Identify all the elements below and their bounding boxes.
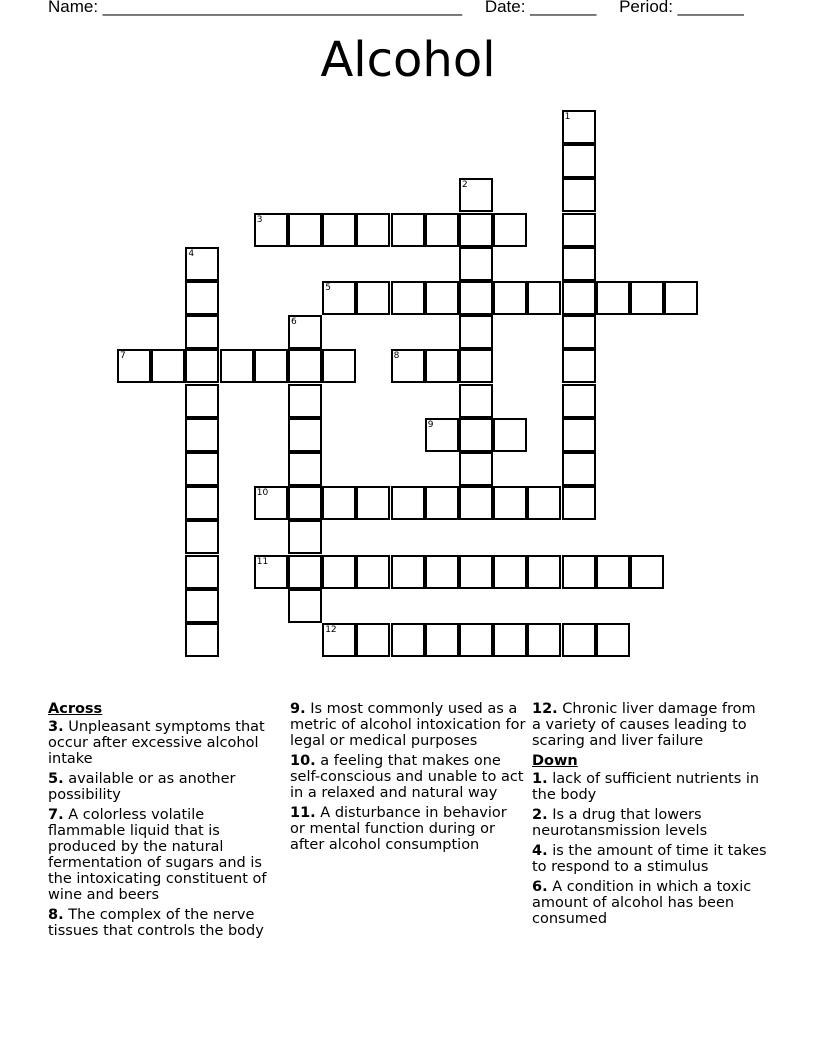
- grid-cell[interactable]: [493, 623, 527, 657]
- grid-cell[interactable]: [459, 349, 493, 383]
- grid-cell[interactable]: [562, 555, 596, 589]
- clue-down-4: [532, 843, 768, 875]
- grid-cell[interactable]: [288, 213, 322, 247]
- grid-cell[interactable]: [527, 623, 561, 657]
- clue-text: Is a drug that lowers neurotansmission levels: [532, 807, 708, 839]
- grid-cell[interactable]: [630, 555, 664, 589]
- grid-cell[interactable]: [562, 144, 596, 178]
- grid-cell[interactable]: [562, 384, 596, 418]
- grid-cell[interactable]: [459, 384, 493, 418]
- grid-cell[interactable]: [527, 555, 561, 589]
- grid-cell[interactable]: [562, 418, 596, 452]
- grid-cell[interactable]: [391, 555, 425, 589]
- period-field[interactable]: Period: _______: [619, 0, 744, 16]
- grid-cell[interactable]: [562, 213, 596, 247]
- grid-cell[interactable]: [562, 315, 596, 349]
- grid-cell[interactable]: [185, 486, 219, 520]
- clue-number-label: 2: [462, 180, 468, 191]
- grid-cell[interactable]: [185, 555, 219, 589]
- grid-cell[interactable]: [288, 555, 322, 589]
- grid-cell[interactable]: [254, 349, 288, 383]
- grid-cell[interactable]: [151, 349, 185, 383]
- grid-cell[interactable]: [391, 213, 425, 247]
- clue-down-2: [532, 807, 768, 839]
- grid-cell[interactable]: [493, 486, 527, 520]
- grid-cell[interactable]: [288, 315, 322, 349]
- clue-text: Is most commonly used as a metric of alcohol intoxication for legal or medical purposes: [290, 701, 526, 749]
- puzzle-title: Alcohol: [320, 32, 496, 88]
- grid-cell[interactable]: [527, 486, 561, 520]
- grid-cell[interactable]: [425, 213, 459, 247]
- clue-number-label: 3: [256, 214, 263, 225]
- grid-cell[interactable]: [459, 452, 493, 486]
- grid-cell[interactable]: [356, 281, 390, 315]
- clue-number: 1.: [532, 771, 548, 787]
- down-heading: Down: [532, 753, 578, 769]
- grid-cell[interactable]: [562, 349, 596, 383]
- grid-cell[interactable]: [288, 349, 322, 383]
- clue-number: 8.: [48, 907, 64, 923]
- grid-cell[interactable]: [459, 247, 493, 281]
- grid-cell[interactable]: [322, 349, 356, 383]
- clue-number-label: 7: [120, 351, 126, 362]
- grid-cell[interactable]: [185, 520, 219, 554]
- clue-text: is the amount of time it takes to respond to a stimulus: [532, 843, 767, 875]
- grid-cell[interactable]: [493, 418, 527, 452]
- clue-text: The complex of the nerve tissues that controls the body: [48, 907, 264, 939]
- clue-across-3: [48, 719, 284, 767]
- grid-cell[interactable]: [527, 281, 561, 315]
- grid-cell[interactable]: [596, 623, 630, 657]
- grid-cell[interactable]: [459, 213, 493, 247]
- grid-cell[interactable]: [562, 623, 596, 657]
- grid-cell[interactable]: [425, 349, 459, 383]
- clue-number-label: 4: [188, 248, 195, 259]
- clues-column-1: [48, 701, 284, 943]
- grid-cell[interactable]: [459, 315, 493, 349]
- clue-number-label: 10: [256, 488, 269, 499]
- grid-cell[interactable]: [185, 623, 219, 657]
- clue-across-12: [532, 701, 768, 749]
- clue-number-label: 12: [325, 625, 337, 635]
- grid-cell[interactable]: [391, 281, 425, 315]
- clue-number: 3.: [48, 719, 64, 735]
- grid-cell[interactable]: [322, 555, 356, 589]
- clue-text: available or as another possibility: [48, 771, 236, 803]
- grid-cell[interactable]: [596, 281, 630, 315]
- clue-text: A disturbance in behavior or mental function during or after alcohol consumption: [290, 805, 507, 853]
- clue-text: Chronic liver damage from a variety of causes leading to scaring and liver failure: [532, 701, 756, 749]
- clue-across-11: [290, 805, 526, 853]
- clue-number-label: 9: [427, 419, 434, 430]
- clue-number-label: 11: [256, 556, 269, 567]
- grid-cell[interactable]: [493, 555, 527, 589]
- grid-cell[interactable]: [391, 623, 425, 657]
- grid-cell[interactable]: [288, 520, 322, 554]
- grid-cell[interactable]: [185, 315, 219, 349]
- grid-cell[interactable]: [356, 555, 390, 589]
- clue-down-6: [532, 879, 768, 927]
- clue-number: 11.: [290, 805, 316, 821]
- grid-cell[interactable]: [493, 213, 527, 247]
- grid-cell[interactable]: [562, 452, 596, 486]
- clue-number: 10.: [290, 753, 316, 769]
- grid-cell[interactable]: [220, 349, 254, 383]
- grid-cell[interactable]: [254, 555, 288, 589]
- grid-cell[interactable]: [391, 349, 425, 383]
- clue-text: A condition in which a toxic amount of alcohol has been consumed: [532, 879, 752, 927]
- grid-cell[interactable]: [562, 110, 596, 144]
- grid-cell[interactable]: [425, 623, 459, 657]
- grid-cell[interactable]: [288, 589, 322, 623]
- date-field[interactable]: Date: _______: [484, 0, 597, 16]
- grid-cell[interactable]: [425, 418, 459, 452]
- grid-cell[interactable]: [459, 418, 493, 452]
- grid-cell[interactable]: [562, 486, 596, 520]
- clue-text: lack of sufficient nutrients in the body: [532, 771, 760, 803]
- grid-cell[interactable]: [288, 452, 322, 486]
- grid-cell[interactable]: [254, 486, 288, 520]
- grid-cell[interactable]: [185, 384, 219, 418]
- grid-cell[interactable]: [425, 281, 459, 315]
- grid-cell[interactable]: [391, 486, 425, 520]
- clues-column-2: [290, 701, 526, 857]
- grid-cell[interactable]: [185, 452, 219, 486]
- clue-text: a feeling that makes one self-conscious and unable to act in a relaxed and natural way: [290, 753, 524, 801]
- clue-across-10: [290, 753, 526, 801]
- grid-cell[interactable]: [185, 281, 219, 315]
- clue-number: 6.: [532, 879, 548, 895]
- grid-cell[interactable]: [459, 178, 493, 212]
- grid-cell[interactable]: [664, 281, 698, 315]
- clue-across-9: [290, 701, 526, 749]
- grid-cell[interactable]: [185, 418, 219, 452]
- grid-cell[interactable]: [322, 623, 356, 657]
- grid-cell[interactable]: [425, 555, 459, 589]
- clue-down-1: [532, 771, 768, 803]
- clue-number: 9.: [290, 701, 306, 717]
- grid-cell[interactable]: [322, 213, 356, 247]
- grid-cell[interactable]: [562, 247, 596, 281]
- clue-across-8: [48, 907, 284, 939]
- grid-cell[interactable]: [562, 178, 596, 212]
- name-field[interactable]: Name: ______________________________________: [48, 0, 463, 16]
- clue-number: 12.: [532, 701, 558, 717]
- grid-cell[interactable]: [185, 247, 219, 281]
- clue-text: A colorless volatile flammable liquid that is produced by the natural fermentation of sugars and is the intoxicating constituent of wine and beers: [48, 807, 267, 903]
- clue-number: 2.: [532, 807, 548, 823]
- clue-number-label: 8: [393, 351, 400, 362]
- grid-cell[interactable]: [459, 555, 493, 589]
- grid-cell[interactable]: [356, 623, 390, 657]
- clue-number-label: 6: [291, 317, 297, 328]
- grid-cell[interactable]: [596, 555, 630, 589]
- clue-text: Unpleasant symptoms that occur after excessive alcohol intake: [48, 719, 265, 767]
- across-heading: Across: [48, 701, 103, 717]
- grid-cell[interactable]: [185, 589, 219, 623]
- grid-cell[interactable]: [493, 281, 527, 315]
- clue-number: 5.: [48, 771, 64, 787]
- grid-cell[interactable]: [288, 384, 322, 418]
- grid-cell[interactable]: [356, 213, 390, 247]
- grid-cell[interactable]: [459, 281, 493, 315]
- grid-cell[interactable]: [288, 486, 322, 520]
- clue-number-label: 1: [564, 112, 571, 122]
- clue-across-5: [48, 771, 284, 803]
- grid-cell[interactable]: [185, 349, 219, 383]
- grid-cell[interactable]: [322, 486, 356, 520]
- grid-cell[interactable]: [322, 281, 356, 315]
- grid-cell[interactable]: [459, 623, 493, 657]
- grid-cell[interactable]: [288, 418, 322, 452]
- grid-cell[interactable]: [117, 349, 151, 383]
- grid-cell[interactable]: [459, 486, 493, 520]
- clue-number-label: 5: [325, 283, 331, 293]
- clue-number: 4.: [532, 843, 548, 859]
- grid-cell[interactable]: [630, 281, 664, 315]
- clue-across-7: [48, 807, 284, 903]
- grid-cell[interactable]: [562, 281, 596, 315]
- student-info-header: [48, 0, 744, 17]
- grid-cell[interactable]: [425, 486, 459, 520]
- clue-number: 7.: [48, 807, 64, 823]
- clues-column-3: [532, 701, 768, 931]
- grid-cell[interactable]: [356, 486, 390, 520]
- grid-cell[interactable]: [254, 213, 288, 247]
